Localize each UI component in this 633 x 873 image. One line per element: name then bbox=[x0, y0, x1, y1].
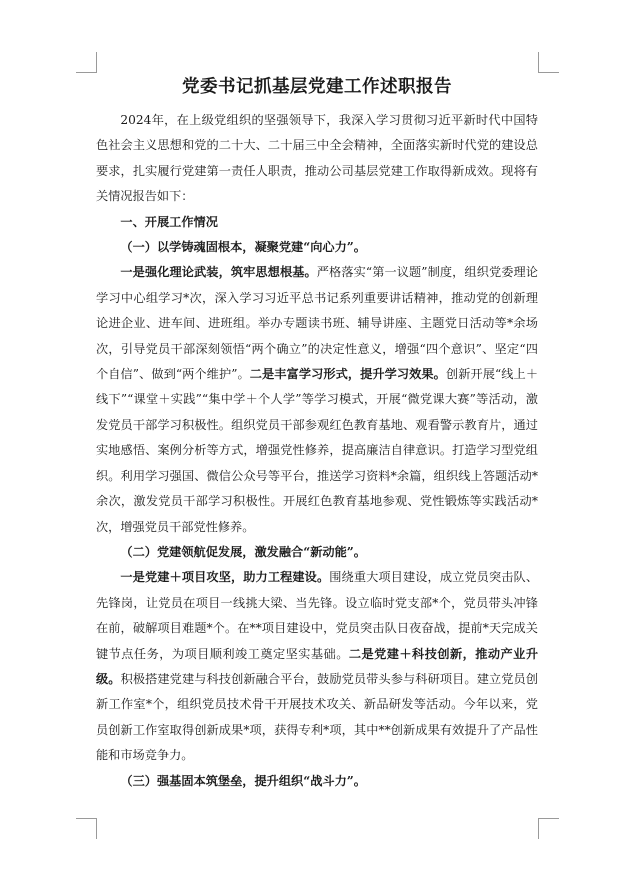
document-title: 党委书记抓基层党建工作述职报告 bbox=[182, 77, 452, 97]
paragraph-text: 严格落实“第一议题”制度，组织党委理论学习中心组学习*次，深入学习习近平总书记系列重要讲话精神，推动党的创新理论进企业、进车间、进班组。举办专题读书班、辅导讲座、主题党日活动等*余场次，引导党员干部深刻领悟“两个确立”的决定性意义，增强“四个意识”、坚定“四个自信”、做到“两个维护”。 bbox=[96, 265, 538, 382]
paragraph-lead: 一是强化理论武装，筑牢思想根基。 bbox=[120, 265, 317, 280]
paragraph-text: 积极搭建党建与科技创新融合平台，鼓励党员带头参与科研项目。建立党员创新工作室*个，组织党员技术骨干开展技术攻关、新品研发等活动。今年以来，党员创新工作室取得创新成果*项，获得专利*项，其中**创新成果有效提升了产品性能和市场竞争力。 bbox=[96, 671, 539, 763]
paragraph-lead: 二是党建＋科技创新，推动产业升级。 bbox=[96, 646, 539, 686]
crop-mark-top-left bbox=[76, 52, 97, 73]
section-heading-1: 一、开展工作情况 bbox=[120, 214, 218, 229]
paragraph-project bbox=[96, 565, 538, 768]
subsection-heading-1: （一）以学铸魂固根本，凝聚党建“向心力”。 bbox=[120, 240, 366, 255]
subsection-heading-3: （三）强基固本筑堡垒，提升组织“战斗力”。 bbox=[120, 773, 366, 788]
paragraph-lead: 二是丰富学习形式，提升学习效果。 bbox=[249, 367, 446, 382]
paragraph-theory bbox=[96, 260, 538, 539]
paragraph-lead: 一是党建＋项目攻坚，助力工程建设。 bbox=[120, 570, 330, 585]
document-body bbox=[96, 74, 538, 794]
subsection-heading-2: （二）党建领航促发展，激发融合“新动能”。 bbox=[120, 544, 366, 559]
crop-mark-top-right bbox=[538, 52, 559, 73]
crop-mark-bottom-right bbox=[538, 818, 559, 839]
paragraph-text: 围绕重大项目建设，成立党员突击队、先锋岗，让党员在项目一线挑大梁、当先锋。设立临时党支部*个，党员带头冲锋在前，破解项目难题*个。在**项目建设中，党员突击队日夜奋战，提前*天完成关键节点任务，为项目顺利竣工奠定坚实基础。 bbox=[96, 570, 539, 661]
paragraph-text: 创新开展“线上＋线下”“课堂＋实践”“集中学＋个人学”等学习模式，开展“微党课大赛”等活动，激发党员干部学习积极性。组织党员干部参观红色教育基地、观看警示教育片，通过实地感悟、案例分析等方式，增强党性修养，提高廉洁自律意识。打造学习型党组织。利用学习强国、微信公众号等平台，推送学习资料*余篇，组织线上答题活动*余次，激发党员干部学习积极性。开展红色教育基地参观、党性锻炼等实践活动*次，增强党员干部党性修养。 bbox=[96, 367, 539, 534]
crop-mark-bottom-left bbox=[76, 818, 97, 839]
intro-paragraph: 2024年，在上级党组织的坚强领导下，我深入学习贯彻习近平新时代中国特色社会主义思想和党的二十大、二十届三中全会精神，全面落实新时代党的建设总要求，扎实履行党建第一责任人职责，推动公司基层党建工作取得新成效。现将有关情况报告如下： bbox=[96, 113, 538, 204]
